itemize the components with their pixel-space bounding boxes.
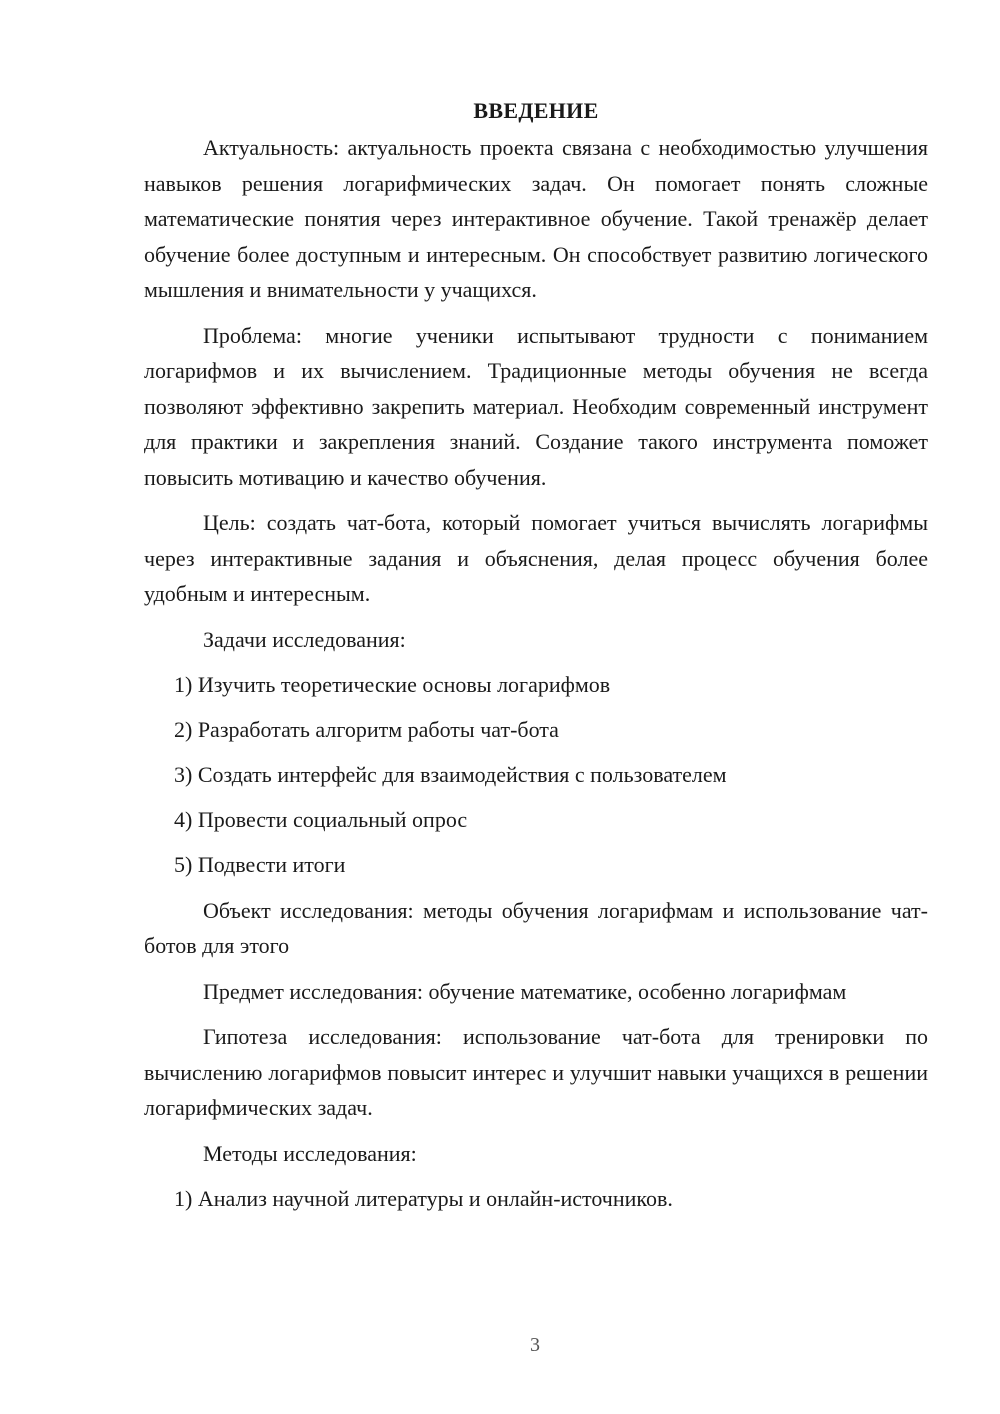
task-item: 1) Изучить теоретические основы логарифмов: [174, 672, 611, 697]
methods-list: [144, 1181, 928, 1217]
relevance-paragraph: Актуальность: актуальность проекта связана с необходимостью улучшения навыков решения логарифмических задач. Он помогает понять сложные математические понятия через интерактивное обучение. Такой тренажёр делает обучение более доступным и интересным. Он способствует развитию логического мышления и внимательности у учащихся.: [144, 135, 928, 302]
problem-paragraph: Проблема: многие ученики испытывают трудности с пониманием логарифмов и их вычислением. Традиционные методы обучения не всегда позволяют эффективно закрепить материал. Необходим современный инструмент для практики и закрепления знаний. Создание такого инструмента поможет повысить мотивацию и качество обучения.: [144, 322, 928, 490]
page-content: [144, 93, 928, 1227]
task-item: 3) Создать интерфейс для взаимодействия с пользователем: [174, 762, 727, 787]
tasks-heading: Задачи исследования:: [203, 626, 406, 652]
subject-paragraph: Предмет исследования: обучение математике, особенно логарифмам: [203, 978, 847, 1004]
methods-heading: Методы исследования:: [203, 1140, 417, 1166]
task-item: 4) Провести социальный опрос: [174, 807, 468, 832]
task-item: 5) Подвести итоги: [174, 852, 346, 877]
tasks-list: [144, 667, 928, 883]
page-number: 3: [530, 1334, 540, 1356]
page-title: ВВЕДЕНИЕ: [473, 98, 599, 123]
method-item: 1) Анализ научной литературы и онлайн-источников.: [174, 1186, 673, 1211]
task-item: 2) Разработать алгоритм работы чат-бота: [174, 717, 559, 742]
goal-paragraph: Цель: создать чат-бота, который помогает учиться вычислять логарифмы через интерактивные задания и объяснения, делая процесс обучения более удобным и интересным.: [144, 510, 928, 606]
object-paragraph: Объект исследования: методы обучения логарифмам и использование чат-ботов для этого: [144, 897, 928, 958]
hypothesis-paragraph: Гипотеза исследования: использование чат-бота для тренировки по вычислению логарифмов повысит интерес и улучшит навыки учащихся в решении логарифмических задач.: [144, 1024, 928, 1120]
